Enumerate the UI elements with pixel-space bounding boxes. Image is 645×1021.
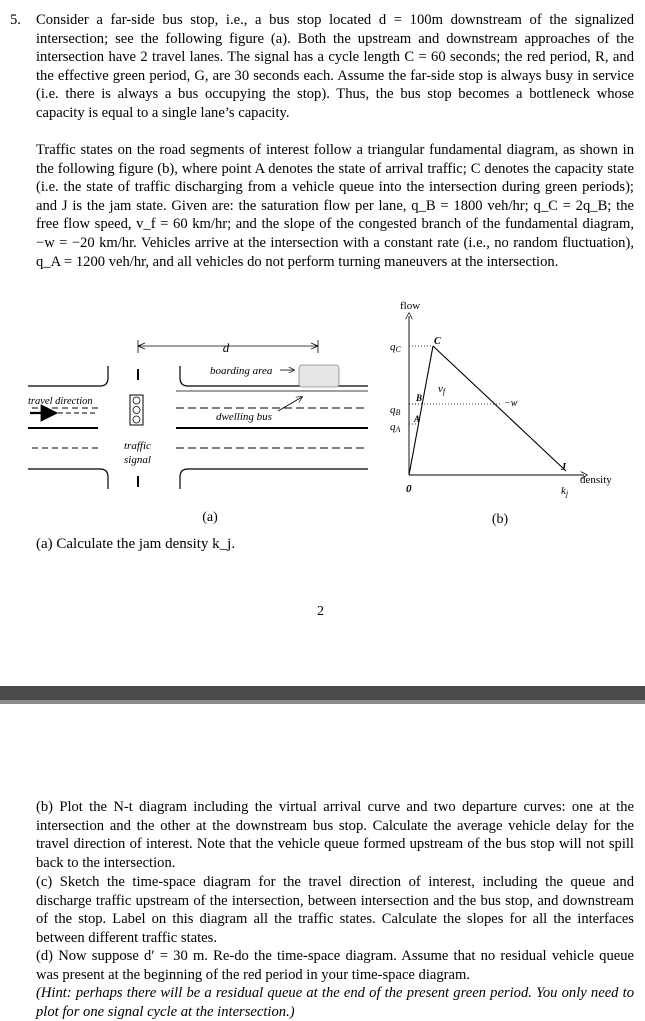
origin-label: 0 <box>406 483 412 495</box>
part-d: (d) Now suppose d′ = 30 m. Re-do the time-space diagram. Assume that no residual vehicle queue was present at the beginning of the red period in your time-space diagram. <box>36 948 634 983</box>
point-B: B <box>416 393 423 403</box>
hint: (Hint: perhaps there will be a residual queue at the end of the present green period. You only need to plot for one signal cycle at the intersection.) <box>36 985 634 1020</box>
svg-text:qA: qA <box>390 421 401 434</box>
traffic-signal-label-1: traffic <box>124 440 151 452</box>
d-label: d <box>222 340 230 355</box>
page-divider-shadow <box>0 700 645 704</box>
point-J: J <box>561 462 566 473</box>
dwelling-bus-label: dwelling bus <box>216 411 272 423</box>
page-number: 2 <box>317 604 324 619</box>
qA-label: q <box>390 421 396 433</box>
figure-b-caption: (b) <box>491 512 509 527</box>
part-b: (b) Plot the N-t diagram including the virtual arrival curve and two departure curves: one at the intersection and the other at the downstream bus stop. Calculate the average vehicle delay for the travel direction of interest. Note that the vehicle queue formed upstream of the bus stop will not spill back to the intersection. <box>36 799 634 871</box>
y-axis-label: flow <box>400 300 421 312</box>
point-C: C <box>434 336 441 347</box>
traffic-signal-label-2: signal <box>124 454 151 466</box>
qB-label: q <box>390 404 396 416</box>
bus-shape <box>299 365 339 387</box>
problem-paragraph-2: Traffic states on the road segments of interest follow a triangular fundamental diagram, as shown in the following figure (b), where point A denotes the state of arrival traffic; C denotes the capacity state (i.e. the state of traffic discharging from a vehicle queue into the intersection during green periods); and J is the jam state. Given are: the saturation flow per lane, q_B = 1800 veh/hr; q_C = 2q_B; the free flow speed, v_f = 60 km/hr; and the slope of the congested branch of the fundamental diagram, −w = −20 km/hr. Vehicles arrive at the intersection with a constant rate (i.e., no random fluctuation), q_A = 1200 veh/hr, and all vehicles do not perform turning maneuvers at the intersection. <box>36 142 634 270</box>
part-c: (c) Sketch the time-space diagram for the travel direction of interest, including the queue and discharge traffic upstream of the intersection, between intersection and the bus stop, and downstream of the stop. Label on this diagram all the traffic states. Calculate the slopes for all the interfaces between different traffic states. <box>36 874 634 946</box>
problem-number: 5. <box>10 12 21 28</box>
free-flow-branch <box>409 346 433 475</box>
boarding-area-label: boarding area <box>210 365 273 377</box>
kj-label: k <box>561 485 566 497</box>
svg-text:qB: qB <box>390 404 401 417</box>
w-label: −w <box>504 398 518 409</box>
travel-direction-label: travel direction <box>28 396 93 407</box>
problem-paragraph-1: Consider a far-side bus stop, i.e., a bus stop located d = 100m downstream of the signalized intersection; see the following figure (a). Both the upstream and downstream approaches of the intersection have 2 travel lanes. The signal has a cycle length C = 60 seconds; the red period, R, and the effective green period, G, are 30 seconds each. Assume the far-side stop is always busy in service (i.e. there is always a bus occupying the stop). Thus, the bus stop becomes a bottleneck whose capacity is equal to a single lane’s capacity. <box>36 12 634 121</box>
qC-label: q <box>390 341 396 353</box>
congested-branch <box>433 346 566 471</box>
figure-b-fundamental-diagram <box>380 296 630 530</box>
vf-label: v <box>438 383 443 395</box>
svg-text:qC: qC <box>390 341 401 354</box>
figure-a-bus-stop-layout <box>26 333 376 533</box>
point-A: A <box>414 414 421 424</box>
part-a: (a) Calculate the jam density k_j. <box>36 536 236 552</box>
page-divider <box>0 686 645 700</box>
figure-a-caption: (a) <box>202 510 218 525</box>
svg-text:vf: vf <box>438 383 446 396</box>
x-axis-label: density <box>580 474 612 486</box>
svg-text:kj: kj <box>561 485 569 498</box>
